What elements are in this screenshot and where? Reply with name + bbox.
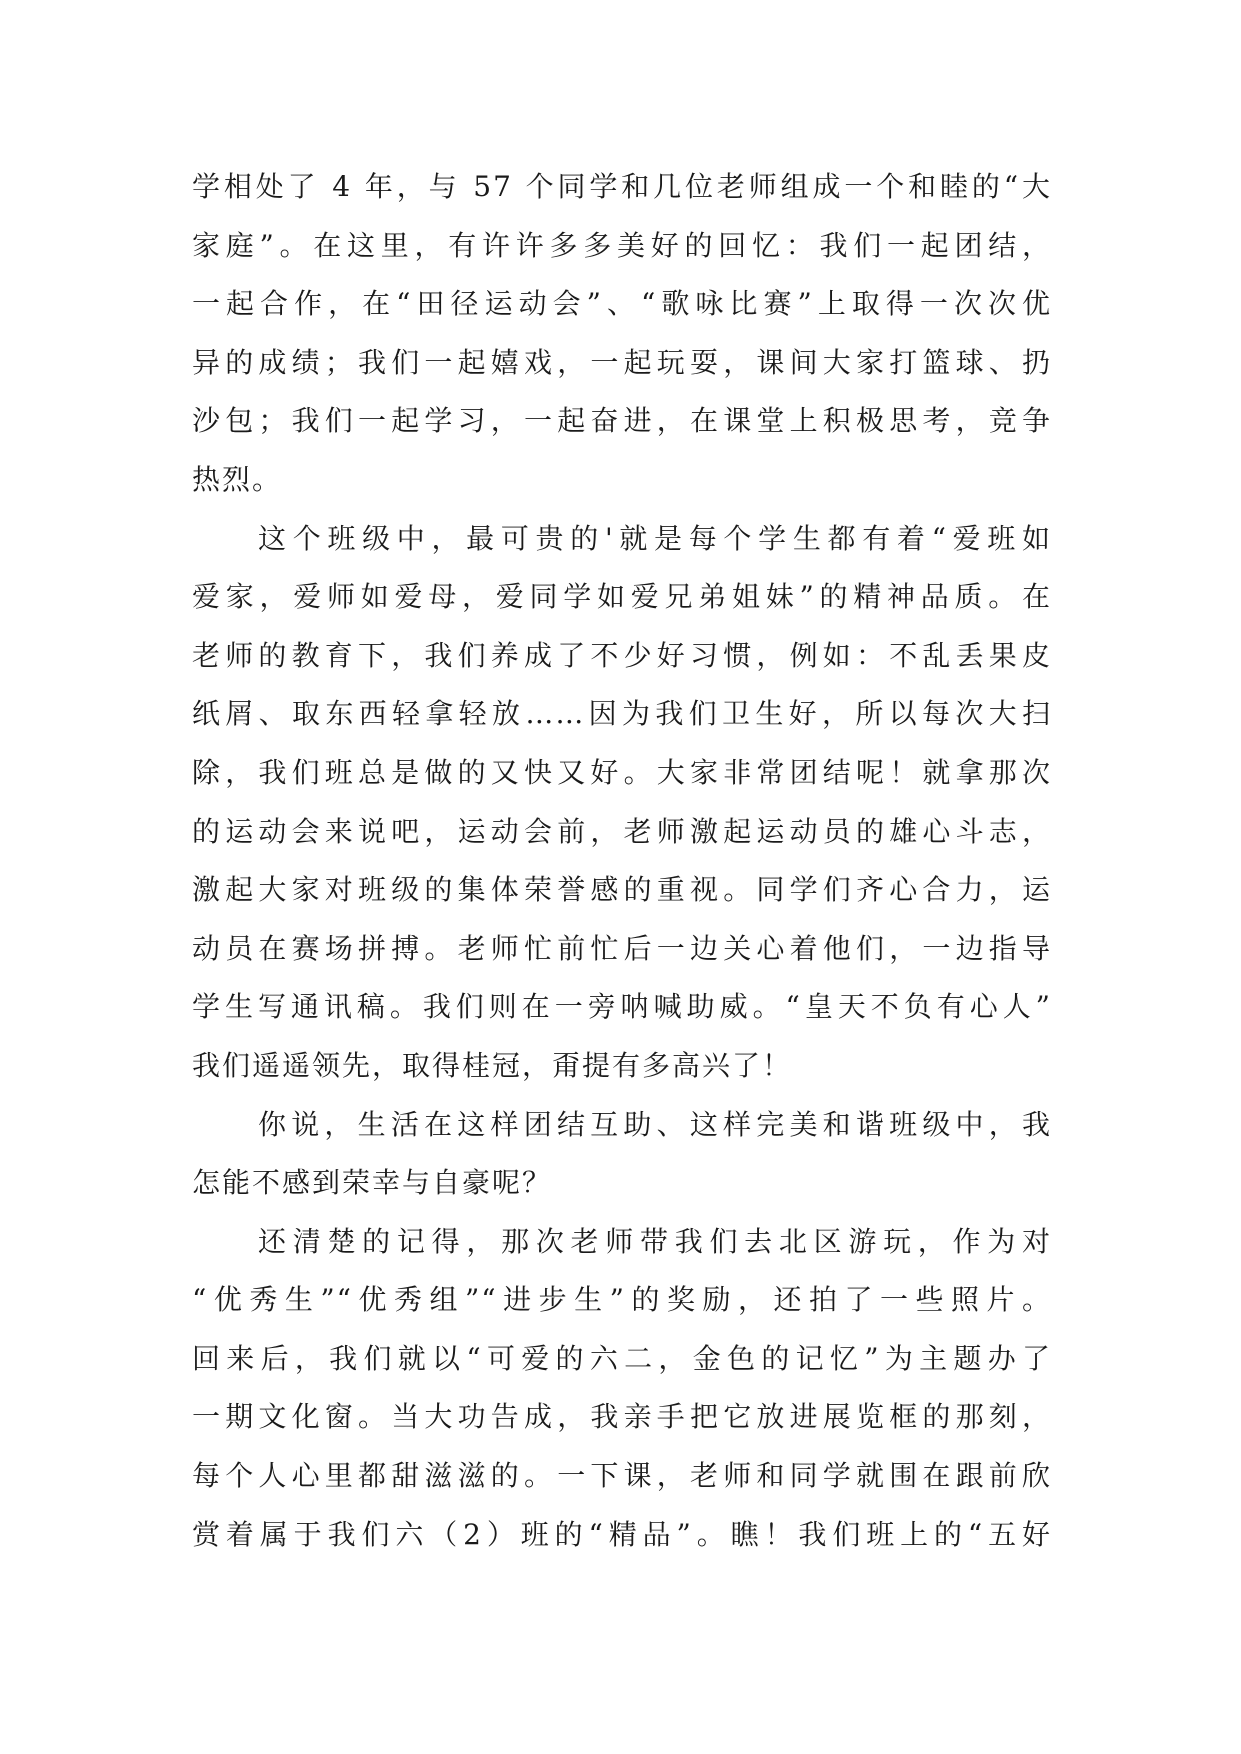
text-line-24: 赏着属于我们六（2）班的“精品”。瞧！我们班上的“五好 — [192, 1517, 1052, 1551]
text-line-6: 热烈。 — [192, 462, 283, 496]
text-line-10: 纸屑、取东西轻拿轻放……因为我们卫生好，所以每次大扫 — [192, 697, 1052, 731]
document-body — [192, 158, 1052, 1564]
text-line-8: 爱家，爱师如爱母，爱同学如爱兄弟姐妹”的精神品质。在 — [192, 580, 1052, 614]
text-line-22: 一期文化窗。当大功告成，我亲手把它放进展览框的那刻， — [192, 1400, 1052, 1434]
text-line-23: 每个人心里都甜滋滋的。一下课，老师和同学就围在跟前欣 — [192, 1459, 1052, 1493]
text-line-7: 这个班级中，最可贵的'就是每个学生都有着“爱班如 — [258, 521, 1052, 555]
text-line-21: 回来后，我们就以“可爱的六二，金色的记忆”为主题办了 — [192, 1341, 1052, 1375]
text-line-1: 学相处了 4 年，与 57 个同学和几位老师组成一个和睦的“大 — [192, 170, 1052, 203]
text-line-9: 老师的教育下，我们养成了不少好习惯，例如：不乱丢果皮 — [192, 638, 1052, 672]
text-line-2: 家庭”。在这里，有许许多多美好的回忆：我们一起团结， — [192, 228, 1052, 262]
text-line-5: 沙包；我们一起学习，一起奋进，在课堂上积极思考，竞争 — [192, 404, 1052, 438]
text-line-18: 怎能不感到荣幸与自豪呢？ — [192, 1166, 553, 1200]
text-line-19: 还清楚的记得，那次老师带我们去北区游玩，作为对 — [258, 1224, 1052, 1258]
text-line-12: 的运动会来说吧，运动会前，老师激起运动员的雄心斗志， — [192, 814, 1052, 848]
text-line-20: “优秀生”“优秀组”“进步生”的奖励，还拍了一些照片。 — [192, 1283, 1052, 1317]
text-line-3: 一起合作，在“田径运动会”、“歌咏比赛”上取得一次次优 — [192, 287, 1052, 321]
text-line-17: 你说，生活在这样团结互助、这样完美和谐班级中，我 — [258, 1107, 1052, 1141]
text-line-16: 我们遥遥领先，取得桂冠，甭提有多高兴了！ — [192, 1048, 793, 1082]
text-line-13: 激起大家对班级的集体荣誉感的重视。同学们齐心合力，运 — [192, 873, 1052, 907]
text-line-4: 异的成绩；我们一起嬉戏，一起玩耍，课间大家打篮球、扔 — [192, 345, 1052, 379]
text-line-14: 动员在赛场拼搏。老师忙前忙后一边关心着他们，一边指导 — [192, 931, 1052, 965]
text-line-15: 学生写通讯稿。我们则在一旁呐喊助威。“皇天不负有心人” — [192, 990, 1052, 1024]
text-line-11: 除，我们班总是做的又快又好。大家非常团结呢！就拿那次 — [192, 755, 1052, 789]
